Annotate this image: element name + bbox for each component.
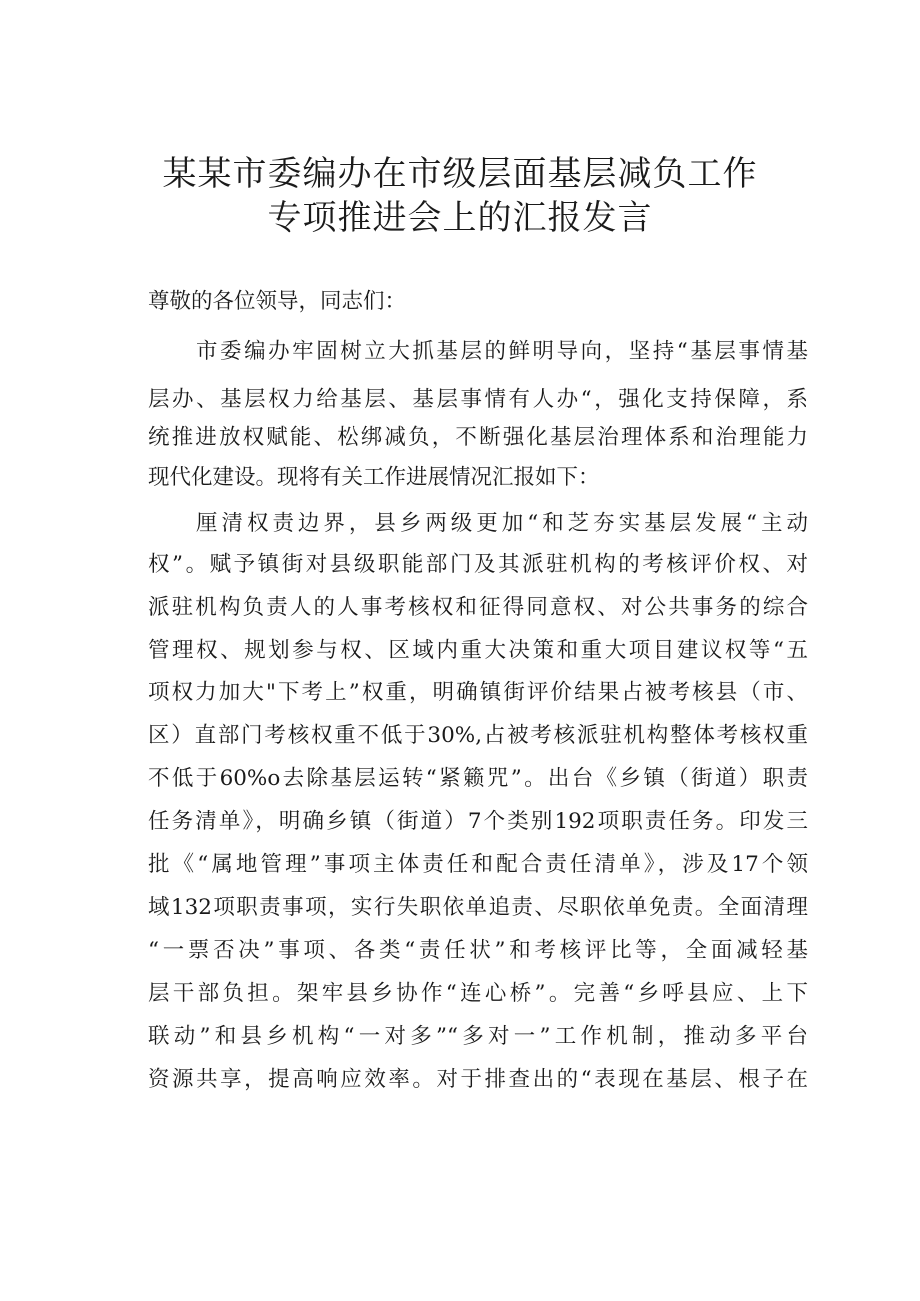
paragraph-2-line: 域132项职责事项，实行失职依单追责、尽职依单免责。全面清理 <box>148 895 808 920</box>
paragraph-2-line: 任务清单》，明确乡镇（街道）7个类别192项职责任务。印发三 <box>148 809 808 834</box>
paragraph-2-line: 权”。赋予镇街对县级职能部门及其派驻机构的考核评价权、对 <box>148 552 808 577</box>
paragraph-2-line: 层干部负担。架牢县乡协作“连心桥”。完善“乡呼县应、上下 <box>148 981 808 1006</box>
paragraph-2-line: 派驻机构负责人的人事考核权和征得同意权、对公共事务的综合 <box>148 595 808 620</box>
document-title-line-1: 某某市委编办在市级层面基层减负工作 <box>162 154 758 194</box>
paragraph-1-line: 统推进放权赋能、松绑减负，不断强化基层治理体系和治理能力 <box>148 425 808 450</box>
document-title-line-2: 专项推进会上的汇报发言 <box>267 198 653 238</box>
paragraph-1-line: 现代化建设。现将有关工作进展情况汇报如下： <box>148 465 600 490</box>
paragraph-1-line: 层办、基层权力给基层、基层事情有人办“，强化支持保障，系 <box>148 387 808 412</box>
paragraph-2-line: “一票否决”事项、各类“责任状”和考核评比等，全面减轻基 <box>148 938 808 963</box>
paragraph-2-line: 不低于60%o去除基层运转“紧籁咒”。出台《乡镇（街道）职责 <box>148 766 808 791</box>
paragraph-2-line: 管理权、规划参与权、区域内重大决策和重大项目建议权等“五 <box>148 638 808 663</box>
paragraph-2-line: 厘清权责边界，县乡两级更加“和芝夯实基层发展“主动 <box>196 511 808 536</box>
paragraph-2-line: 区）直部门考核权重不低于30%,占被考核派驻机构整体考核权重 <box>148 723 808 748</box>
paragraph-2-line: 联动”和县乡机构“一对多”“多对一”工作机制，推动多平台 <box>148 1024 808 1049</box>
paragraph-2-line: 批《“属地管理”事项主体责任和配合责任清单》，涉及17个领 <box>148 852 808 877</box>
salutation: 尊敬的各位领导，同志们： <box>148 289 407 314</box>
paragraph-2-line: 项权力加大"下考上”权重，明确镇街评价结果占被考核县（市、 <box>148 680 808 705</box>
paragraph-2-line: 资源共享，提高响应效率。对于排查出的“表现在基层、根子在 <box>148 1067 808 1092</box>
paragraph-1-line: 市委编办牢固树立大抓基层的鲜明导向，坚持“基层事情基 <box>196 339 808 364</box>
